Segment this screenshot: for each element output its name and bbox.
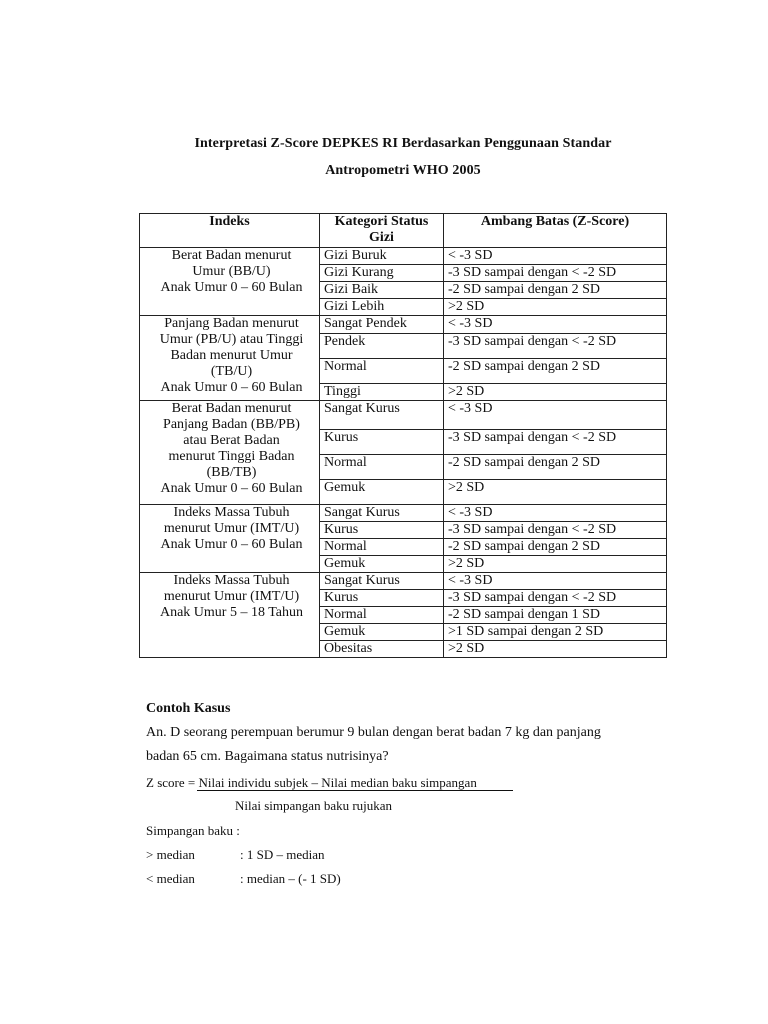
threshold-cell: >2 SD — [444, 480, 667, 505]
index-line: (TB/U) — [210, 364, 253, 379]
threshold-cell: >1 SD sampai dengan 2 SD — [444, 624, 667, 641]
case-text-line-1: An. D seorang perempuan berumur 9 bulan dengan berat badan 7 kg dan panjang — [146, 725, 601, 740]
table-row — [140, 248, 667, 265]
threshold-cell: < -3 SD — [444, 401, 667, 430]
index-line: atau Berat Badan — [183, 433, 280, 448]
threshold-cell: < -3 SD — [444, 505, 667, 522]
zscore-numerator: Nilai individu subjek – Nilai median baku simpangan — [198, 775, 477, 790]
index-line: (BB/TB) — [206, 465, 257, 480]
case-heading: Contoh Kasus — [146, 701, 231, 716]
threshold-cell: >2 SD — [444, 299, 667, 316]
category-cell: Tinggi — [320, 384, 444, 401]
header-kategori: Kategori Status Gizi — [320, 214, 444, 248]
index-line: Anak Umur 5 – 18 Tahun — [159, 605, 304, 620]
index-cell — [140, 505, 320, 573]
category-cell: Sangat Kurus — [320, 401, 444, 430]
zscore-formula — [146, 775, 477, 791]
index-line: Anak Umur 0 – 60 Bulan — [160, 380, 303, 395]
index-line: Berat Badan menurut — [171, 248, 292, 263]
threshold-cell: < -3 SD — [444, 573, 667, 590]
threshold-cell: -3 SD sampai dengan < -2 SD — [444, 590, 667, 607]
index-line: menurut Tinggi Badan — [168, 449, 295, 464]
index-line: Panjang Badan (BB/PB) — [163, 417, 300, 432]
z-score-table — [139, 213, 667, 658]
table-row — [140, 573, 667, 590]
header-ambang-batas: Ambang Batas (Z-Score) — [444, 214, 667, 248]
category-cell: Obesitas — [320, 641, 444, 658]
threshold-cell: -2 SD sampai dengan 2 SD — [444, 359, 667, 384]
category-cell: Gemuk — [320, 556, 444, 573]
category-cell: Gemuk — [320, 480, 444, 505]
category-cell: Sangat Pendek — [320, 316, 444, 334]
index-line: menurut Umur (IMT/U) — [163, 589, 300, 604]
threshold-cell: < -3 SD — [444, 316, 667, 334]
table-row — [140, 316, 667, 334]
gt-median-label: > median — [146, 847, 195, 862]
index-line: Berat Badan menurut — [171, 401, 292, 416]
category-cell: Normal — [320, 539, 444, 556]
threshold-cell: -2 SD sampai dengan 2 SD — [444, 539, 667, 556]
case-text-line-2: badan 65 cm. Bagaimana status nutrisinya? — [146, 749, 389, 764]
category-cell: Normal — [320, 359, 444, 384]
simpangan-label: Simpangan baku : — [146, 823, 240, 838]
gt-median-value: : 1 SD – median — [240, 847, 325, 862]
threshold-cell: -3 SD sampai dengan < -2 SD — [444, 334, 667, 359]
threshold-cell: -3 SD sampai dengan < -2 SD — [444, 522, 667, 539]
index-line: Umur (PB/U) atau Tinggi — [159, 332, 304, 347]
threshold-cell: -2 SD sampai dengan 2 SD — [444, 455, 667, 480]
document-title-line-1: Interpretasi Z-Score DEPKES RI Berdasarkan Penggunaan Standar — [194, 136, 612, 151]
category-cell: Gizi Kurang — [320, 265, 444, 282]
threshold-cell: -3 SD sampai dengan < -2 SD — [444, 430, 667, 455]
index-line: Anak Umur 0 – 60 Bulan — [160, 280, 303, 295]
zscore-label: Z score = — [146, 775, 199, 790]
index-cell — [140, 573, 320, 658]
threshold-cell: < -3 SD — [444, 248, 667, 265]
threshold-cell: >2 SD — [444, 384, 667, 401]
table-header-row — [140, 214, 667, 248]
threshold-cell: -2 SD sampai dengan 1 SD — [444, 607, 667, 624]
threshold-cell: >2 SD — [444, 641, 667, 658]
category-cell: Gizi Lebih — [320, 299, 444, 316]
index-line: Umur (BB/U) — [192, 264, 271, 279]
index-line: menurut Umur (IMT/U) — [163, 521, 300, 536]
threshold-cell: -2 SD sampai dengan 2 SD — [444, 282, 667, 299]
threshold-cell: -3 SD sampai dengan < -2 SD — [444, 265, 667, 282]
header-indeks: Indeks — [140, 214, 320, 248]
category-cell: Pendek — [320, 334, 444, 359]
category-cell: Gizi Baik — [320, 282, 444, 299]
threshold-cell: >2 SD — [444, 556, 667, 573]
category-cell: Kurus — [320, 522, 444, 539]
category-cell: Sangat Kurus — [320, 573, 444, 590]
table-row — [140, 401, 667, 430]
category-cell: Normal — [320, 607, 444, 624]
fraction-line — [197, 790, 513, 791]
document-title-line-2: Antropometri WHO 2005 — [325, 163, 481, 178]
index-line: Indeks Massa Tubuh — [173, 505, 290, 520]
lt-median-value: : median – (- 1 SD) — [240, 871, 341, 886]
category-cell: Sangat Kurus — [320, 505, 444, 522]
index-line: Anak Umur 0 – 60 Bulan — [160, 481, 303, 496]
index-cell — [140, 401, 320, 505]
index-cell — [140, 248, 320, 316]
category-cell: Kurus — [320, 430, 444, 455]
category-cell: Gemuk — [320, 624, 444, 641]
category-cell: Kurus — [320, 590, 444, 607]
table-row — [140, 505, 667, 522]
lt-median-label: < median — [146, 871, 195, 886]
category-cell: Gizi Buruk — [320, 248, 444, 265]
index-line: Indeks Massa Tubuh — [173, 573, 290, 588]
index-cell — [140, 316, 320, 401]
index-line: Anak Umur 0 – 60 Bulan — [160, 537, 303, 552]
index-line: Panjang Badan menurut — [164, 316, 299, 331]
index-line: Badan menurut Umur — [170, 348, 293, 363]
category-cell: Normal — [320, 455, 444, 480]
zscore-denominator: Nilai simpangan baku rujukan — [235, 798, 393, 813]
